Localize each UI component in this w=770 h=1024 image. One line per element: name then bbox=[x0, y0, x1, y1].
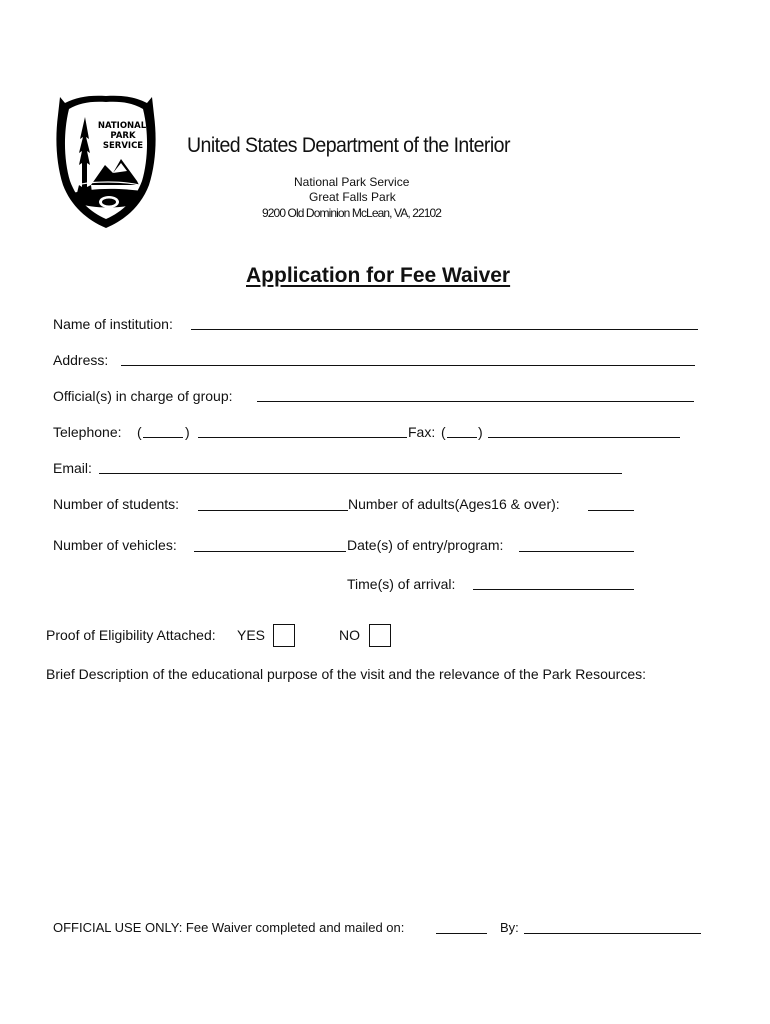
svg-text:PARK: PARK bbox=[110, 131, 136, 141]
telephone-open-paren: ( bbox=[137, 424, 142, 440]
yes-label: YES bbox=[237, 627, 266, 643]
email-field[interactable] bbox=[99, 473, 622, 474]
yes-checkbox[interactable] bbox=[273, 624, 295, 647]
telephone-label: Telephone: bbox=[53, 424, 122, 440]
students-field[interactable] bbox=[198, 510, 348, 511]
dates-label: Date(s) of entry/program: bbox=[347, 537, 504, 553]
address-label: Address: bbox=[53, 352, 109, 368]
arrival-label: Time(s) of arrival: bbox=[347, 576, 456, 592]
department-title: United States Department of the Interior bbox=[187, 134, 510, 157]
mailed-on-field[interactable] bbox=[436, 933, 487, 934]
agency-name: National Park Service bbox=[294, 175, 410, 189]
by-field[interactable] bbox=[524, 933, 701, 934]
institution-label: Name of institution: bbox=[53, 316, 173, 332]
fax-label: Fax: bbox=[408, 424, 436, 440]
fax-number-field[interactable] bbox=[488, 437, 680, 438]
park-address: 9200 Old Dominion McLean, VA, 22102 bbox=[262, 206, 442, 220]
no-label: NO bbox=[339, 627, 360, 643]
vehicles-label: Number of vehicles: bbox=[53, 537, 177, 553]
official-use-label: OFFICIAL USE ONLY: Fee Waiver completed and mailed on: bbox=[53, 920, 405, 935]
vehicles-field[interactable] bbox=[194, 551, 346, 552]
description-label: Brief Description of the educational purpose of the visit and the relevance of the Park Resources: bbox=[46, 666, 647, 682]
nps-arrowhead-logo bbox=[53, 93, 159, 230]
by-label: By: bbox=[500, 920, 519, 935]
park-name: Great Falls Park bbox=[309, 190, 396, 204]
address-field[interactable] bbox=[121, 365, 695, 366]
dates-field[interactable] bbox=[519, 551, 634, 552]
adults-field[interactable] bbox=[588, 510, 634, 511]
institution-field[interactable] bbox=[191, 329, 698, 330]
students-label: Number of students: bbox=[53, 496, 180, 512]
officials-field[interactable] bbox=[257, 401, 694, 402]
adults-label: Number of adults(Ages16 & over): bbox=[348, 496, 560, 512]
fax-close-paren: ) bbox=[478, 424, 483, 440]
telephone-close-paren: ) bbox=[185, 424, 190, 440]
proof-label: Proof of Eligibility Attached: bbox=[46, 627, 216, 643]
fax-open-paren: ( bbox=[441, 424, 446, 440]
no-checkbox[interactable] bbox=[369, 624, 391, 647]
description-area[interactable] bbox=[46, 688, 706, 903]
officials-label: Official(s) in charge of group: bbox=[53, 388, 233, 404]
fax-area-code-field[interactable] bbox=[447, 437, 477, 438]
form-title: Application for Fee Waiver bbox=[246, 264, 511, 287]
svg-text:SERVICE: SERVICE bbox=[102, 141, 144, 151]
telephone-area-code-field[interactable] bbox=[143, 437, 183, 438]
arrival-field[interactable] bbox=[473, 589, 634, 590]
telephone-number-field[interactable] bbox=[198, 437, 407, 438]
svg-text:NATIONAL: NATIONAL bbox=[97, 121, 147, 131]
email-label: Email: bbox=[53, 460, 92, 476]
